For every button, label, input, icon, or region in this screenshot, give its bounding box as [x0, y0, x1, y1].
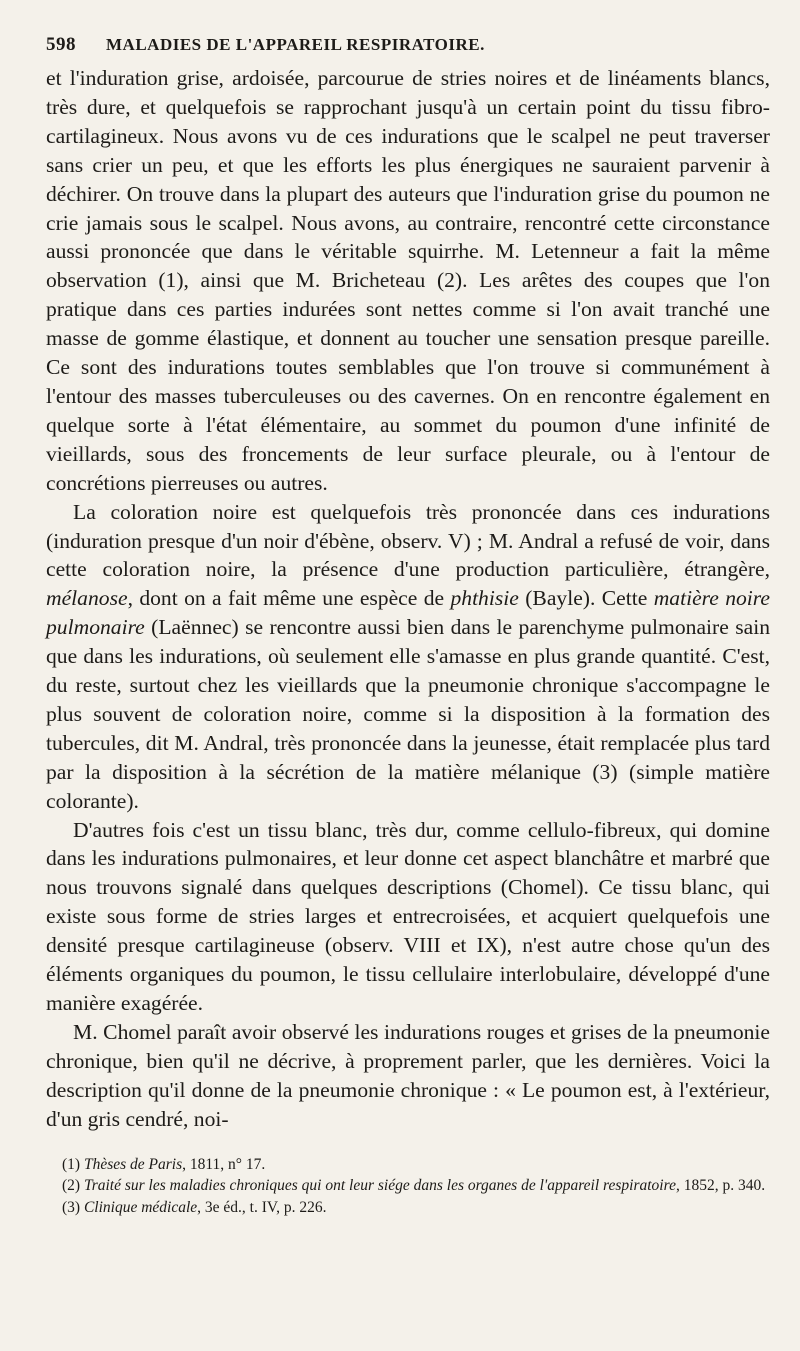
italic-text-run: Clinique médicale [83, 1198, 198, 1216]
text-run: D'autres fois c'est un tissu blanc, très dur, comme cellulo-fibreux, qui domine dans les indurations pulmonaires, et leur donne cet aspect blanchâtre et marbré que nous trouvons signalé dans quelques descriptions (Chomel). Ce tissu blanc, qui existe sous forme de stries larges et entrecroisées, et acquiert quelquefois une densité presque cartilagineuse (observ. VIII et IX), n'est autre chose qu'un des éléments organiques du poumon, le tissu cellulaire interlobulaire, développé d'une manière exagérée. [46, 817, 770, 1015]
text-run: (Bayle). Cette [518, 586, 654, 611]
text-run: , dont on a fait même une espèce de [127, 586, 451, 611]
paragraph [46, 64, 770, 498]
italic-text-run: Thèses de Paris [83, 1155, 183, 1173]
footnote [46, 1175, 770, 1197]
italic-text-run: phthisie [450, 586, 519, 611]
paragraph [46, 1018, 770, 1134]
text-run: (3) [62, 1198, 84, 1216]
italic-text-run: Traité sur les maladies chroniques qui ont leur siége dans les organes de l'appareil respiratoire [83, 1177, 676, 1195]
footnote [46, 1154, 770, 1176]
paragraph [46, 816, 770, 1018]
paragraph [46, 498, 770, 816]
footnote [46, 1197, 770, 1219]
italic-text-run: matière noire pulmonaire [46, 586, 770, 640]
body-text [46, 64, 770, 1134]
text-run: (1) [62, 1155, 84, 1173]
text-run: (2) [62, 1177, 84, 1195]
text-run: (Laënnec) se rencontre aussi bien dans le parenchyme pulmonaire sain que dans les indurations, où seulement elle s'amasse en plus grande quantité. C'est, du reste, surtout chez les vieillards que la pneumonie chronique s'accompagne le plus souvent de coloration noire, comme si la disposition à la formation des tubercules, dit M. Andral, très prononcée dans la jeunesse, était remplacée plus tard par la disposition à la sécrétion de la matière mélanique (3) (simple matière colorante). [46, 615, 770, 813]
text-run: M. Chomel paraît avoir observé les indurations rouges et grises de la pneumonie chronique, bien qu'il ne décrive, à proprement parler, que les dernières. Voici la description qu'il donne de la pneumonie chronique : « Le poumon est, à l'extérieur, d'un gris cendré, noi- [46, 1019, 770, 1131]
text-run: , 3e éd., t. IV, p. 226. [197, 1198, 327, 1216]
running-title: MALADIES DE L'APPAREIL RESPIRATOIRE. [106, 35, 485, 54]
page-number: 598 [46, 34, 76, 55]
page-header [46, 34, 770, 56]
italic-text-run: mélanose [46, 586, 128, 611]
text-run: , 1852, p. 340. [675, 1177, 766, 1195]
footnotes [46, 1154, 770, 1219]
text-run: et l'induration grise, ardoisée, parcourue de stries noires et de linéaments blancs, très dure, et quelquefois se rapprochant jusqu'à un certain point du tissu fibro-cartilagineux. Nous avons vu de ces indurations que le scalpel ne peut traverser sans crier un peu, et que les efforts les plus énergiques ne sauraient parvenir à déchirer. On trouve dans la plupart des auteurs que l'induration grise du poumon ne crie jamais sous le scalpel. Nous avons, au contraire, rencontré cette circonstance aussi prononcée que dans le véritable squirrhe. M. Letenneur a fait la même observation (1), ainsi que M. Bricheteau (2). Les arêtes des coupes que l'on pratique dans ces parties indurées sont nettes comme si l'on avait tranché une masse de gomme élastique, et donnent au toucher une sensation presque pareille. Ce sont des indurations toutes semblables que l'on trouve si communément à l'entour des masses tuberculeuses ou des cavernes. On en rencontre également en quelque sorte à l'état élémentaire, au sommet du poumon d'une infinité de vieillards, sous des froncements de leur surface pleurale, ou à l'entour de concrétions pierreuses ou autres. [46, 66, 770, 495]
text-run: , 1811, n° 17. [182, 1155, 266, 1173]
text-run: La coloration noire est quelquefois très prononcée dans ces indurations (induration presque d'un noir d'ébène, observ. V) ; M. Andral a refusé de voir, dans cette coloration noire, la présence d'une production particulière, étrangère, [46, 499, 770, 582]
